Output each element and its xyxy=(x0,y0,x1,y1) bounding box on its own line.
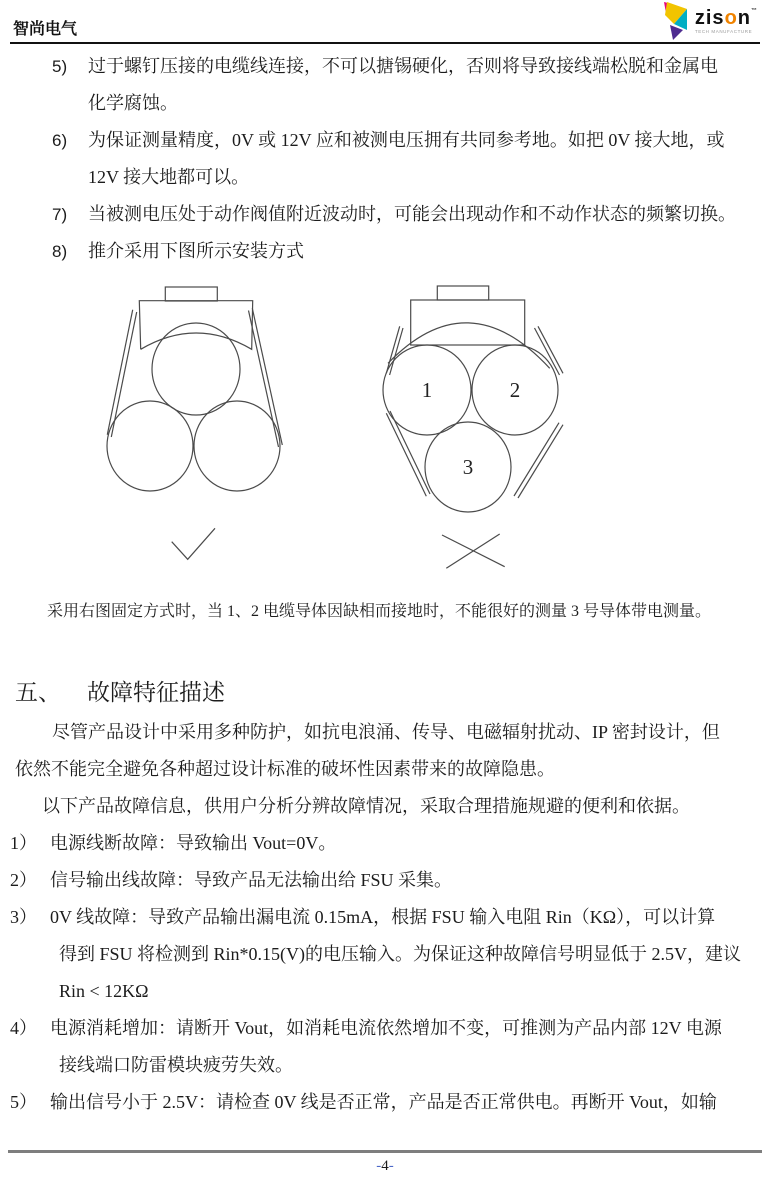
cable-1-label: 1 xyxy=(421,378,433,402)
text-line xyxy=(0,788,770,825)
installation-notes-list xyxy=(0,48,770,270)
list-marker: 4） xyxy=(10,1018,37,1038)
check-mark-icon xyxy=(172,528,215,559)
line-text: 电源消耗增加：请断开 Vout，如消耗电流依然增加不变，可推测为产品内部 12V 电源 xyxy=(50,1018,722,1038)
strap-line xyxy=(107,310,132,435)
list-marker: 5） xyxy=(10,1092,37,1112)
text-line xyxy=(0,122,770,159)
strap-line xyxy=(252,308,282,445)
clamp-bracket xyxy=(139,301,252,350)
text-line xyxy=(0,159,770,196)
strap-line xyxy=(386,326,399,373)
line-text: 电源线断故障：导致输出 Vout=0V。 xyxy=(50,833,337,853)
text-line xyxy=(0,1084,770,1121)
text-line xyxy=(0,936,770,973)
cable-bottom-right xyxy=(194,401,280,491)
line-text: 以下产品故障信息，供用户分析分辨故障情况，采取合理措施规避的便利和依据。 xyxy=(42,796,690,816)
text-line xyxy=(0,825,770,862)
text-line xyxy=(0,862,770,899)
strap-line xyxy=(538,326,563,373)
line-text: 信号输出线故障：导致产品无法输出给 FSU 采集。 xyxy=(50,870,453,890)
text-line xyxy=(0,196,770,233)
cable-top xyxy=(152,323,240,415)
installation-figure xyxy=(0,275,770,597)
brand-logo xyxy=(664,2,758,40)
section-heading xyxy=(15,674,225,707)
logo-wordmark xyxy=(695,8,758,28)
list-marker: 7) xyxy=(52,205,68,224)
page-number-dash: - xyxy=(376,1158,382,1174)
text-line xyxy=(0,899,770,936)
clamp-tab xyxy=(165,287,217,301)
clamp-tab xyxy=(437,286,488,300)
line-text: 尽管产品设计中采用多种防护，如抗电浪涌、传导、电磁辐射扰动、IP 密封设计，但 xyxy=(52,722,720,742)
line-text: 输出信号小于 2.5V：请检查 0V 线是否正常，产品是否正常供电。再断开 Vout，如输 xyxy=(50,1092,717,1112)
logo-text: n xyxy=(737,7,751,29)
text-line xyxy=(0,85,770,122)
incorrect-installation-diagram xyxy=(378,283,588,588)
line-text: 12V 接大地都可以。 xyxy=(88,167,250,187)
list-marker: 1） xyxy=(10,833,37,853)
page-number-value: 4 xyxy=(381,1158,389,1174)
section-title: 故障特征描述 xyxy=(87,680,225,705)
company-name: 智尚电气 xyxy=(13,21,78,38)
page-number-dash: - xyxy=(388,1158,394,1174)
text-line xyxy=(0,48,770,85)
line-text: 得到 FSU 将检测到 Rin*0.15(V)的电压输入。为保证这种故障信号明显低于 2.5V，建议 xyxy=(59,944,742,964)
line-text: 化学腐蚀。 xyxy=(88,93,178,113)
line-text: 过于螺钉压接的电缆线连接，不可以搪锡硬化，否则将导致接线端松脱和金属电 xyxy=(88,56,718,76)
strap-line xyxy=(249,311,279,448)
text-line xyxy=(0,1047,770,1084)
header-divider xyxy=(10,42,760,44)
brand-logo-icon xyxy=(664,2,691,40)
list-marker: 6) xyxy=(52,131,68,150)
logo-tagline: TECH MANUFACTURE xyxy=(694,29,753,34)
line-text: 依然不能完全避免各种超过设计标准的破坏性因素带来的故障隐患。 xyxy=(15,759,555,779)
logo-text: zis xyxy=(694,7,725,29)
line-text: Rin < 12KΩ xyxy=(59,981,149,1001)
list-marker: 5) xyxy=(52,57,68,76)
strap-line xyxy=(111,312,136,437)
strap-line xyxy=(518,425,563,498)
cable-bottom-left xyxy=(107,401,193,491)
line-text: 当被测电压处于动作阀值附近波动时，可能会出现动作和不动作状态的频繁切换。 xyxy=(88,204,736,224)
list-marker: 3） xyxy=(10,907,37,927)
text-line xyxy=(0,973,770,1010)
text-line xyxy=(0,1010,770,1047)
line-text: 推介采用下图所示安装方式 xyxy=(88,241,304,261)
correct-installation-diagram xyxy=(95,283,305,588)
line-text: 接线端口防雷模块疲劳失效。 xyxy=(59,1055,293,1075)
figure-caption: 采用右图固定方式时，当 1、2 电缆导体因缺相而接地时，不能很好的测量 3 号导体带电测量。 xyxy=(47,603,712,620)
list-marker: 2） xyxy=(10,870,37,890)
page-number xyxy=(0,1153,770,1179)
text-line xyxy=(0,714,770,751)
text-line xyxy=(0,233,770,270)
strap-line xyxy=(514,423,559,496)
list-marker: 8) xyxy=(52,242,68,261)
strap-line xyxy=(386,413,426,496)
section-number: 五、 xyxy=(15,680,61,705)
line-text: 为保证测量精度，0V 或 12V 应和被测电压拥有共同参考地。如把 0V 接大地，或 xyxy=(88,130,725,150)
strap-line xyxy=(390,411,430,494)
text-line xyxy=(0,751,770,788)
line-text: 0V 线故障：导致产品输出漏电流 0.15mA，根据 FSU 输入电阻 Rin（KΩ），可以计算 xyxy=(50,907,716,927)
fault-description-body xyxy=(0,714,770,1121)
trademark-symbol: ™ xyxy=(751,8,758,14)
cable-3-label: 3 xyxy=(462,455,474,479)
cable-2-label: 2 xyxy=(509,378,521,402)
logo-accent-letter: o xyxy=(724,7,738,29)
cross-mark-icon xyxy=(446,534,499,568)
